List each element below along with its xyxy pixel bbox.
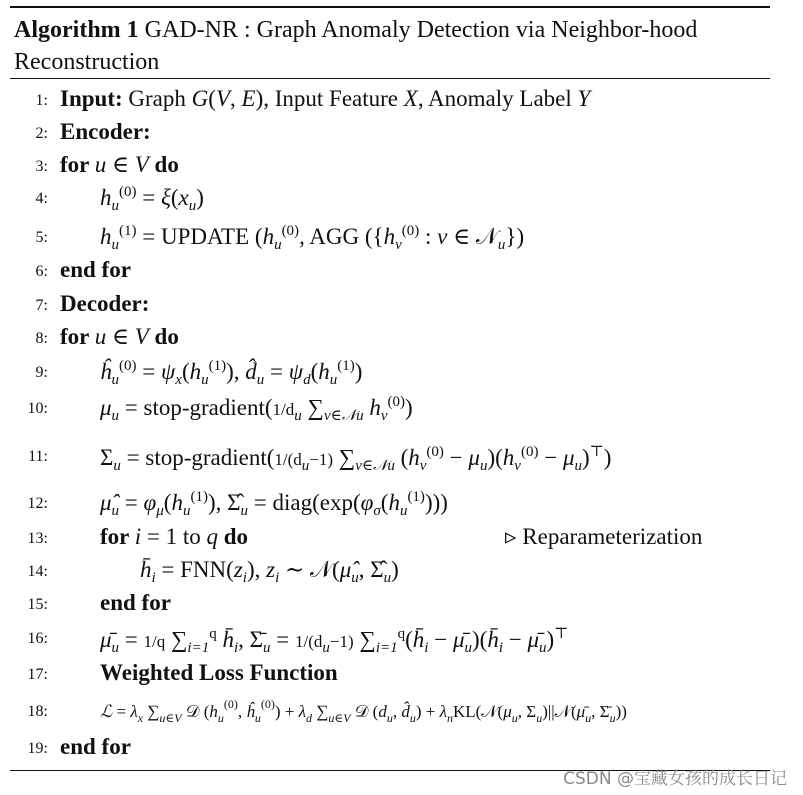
- math-segment: −: [538, 445, 563, 470]
- math-segment: 1/(d: [295, 632, 323, 651]
- math-segment: ⊤: [589, 444, 604, 460]
- math-segment: v: [380, 408, 388, 424]
- math-segment: ): [603, 445, 612, 470]
- math-segment: h: [209, 702, 218, 721]
- math-segment: KL(𝒩(: [452, 702, 504, 721]
- line-content: [60, 86, 590, 112]
- math-segment: h: [383, 224, 396, 249]
- math-segment: , AGG ({: [299, 224, 384, 249]
- line-number: 19:: [27, 740, 48, 757]
- math-segment: (1): [208, 358, 227, 374]
- math-segment: u: [111, 503, 120, 519]
- math-segment: (: [405, 627, 413, 652]
- math-segment: ∑: [312, 702, 329, 721]
- line-content: [60, 152, 179, 178]
- math-segment: u: [329, 372, 338, 388]
- math-segment: V: [215, 86, 230, 111]
- math-segment: , Σ̂: [358, 557, 384, 582]
- math-segment: μ̄: [576, 702, 586, 721]
- math-segment: i: [498, 640, 503, 656]
- math-segment: Decoder:: [60, 291, 150, 316]
- math-segment: Graph: [122, 86, 192, 111]
- math-segment: ) +: [415, 702, 440, 721]
- math-segment: ,: [392, 702, 402, 721]
- math-segment: end for: [60, 257, 131, 282]
- math-segment: = stop-gradient(: [120, 445, 275, 470]
- math-segment: (0): [520, 444, 539, 460]
- line-content: [100, 394, 413, 425]
- math-segment: i=1: [375, 640, 398, 656]
- math-segment: μ̄: [100, 627, 112, 652]
- math-segment: u: [464, 640, 472, 656]
- math-segment: (1): [407, 489, 425, 505]
- math-segment: μ̄: [452, 627, 465, 652]
- math-segment: ∈: [106, 324, 135, 349]
- math-segment: i=1: [187, 640, 210, 656]
- math-segment: ): [405, 395, 413, 420]
- math-segment: u: [301, 458, 310, 474]
- math-segment: φ: [143, 490, 157, 515]
- math-segment: u: [94, 324, 107, 349]
- math-segment: do: [148, 152, 179, 177]
- math-segment: for: [100, 524, 135, 549]
- math-segment: h: [171, 490, 183, 515]
- math-segment: v∈𝒩u: [355, 458, 395, 474]
- math-segment: −1): [329, 632, 354, 651]
- line-content: [100, 442, 611, 475]
- line-content: [100, 358, 362, 389]
- math-segment: h: [502, 445, 515, 470]
- math-segment: u: [256, 372, 265, 388]
- math-segment: h: [189, 359, 202, 384]
- line-number: 9:: [35, 364, 48, 381]
- math-segment: for: [60, 324, 95, 349]
- math-segment: i: [275, 570, 280, 586]
- math-segment: h: [408, 445, 420, 470]
- line-content: [100, 697, 627, 726]
- math-segment: i: [134, 524, 142, 549]
- math-segment: u: [539, 640, 547, 656]
- math-segment: (0): [426, 444, 444, 460]
- math-segment: end for: [60, 734, 131, 759]
- line-content: [100, 624, 568, 657]
- algorithm-title-text: GAD-NR : Graph Anomaly Detection via Neighbor-hood Reconstruction: [14, 17, 698, 75]
- math-segment: Input:: [60, 86, 123, 111]
- math-segment: u: [585, 711, 592, 725]
- line-number: 5:: [35, 229, 48, 246]
- math-segment: v: [419, 458, 427, 474]
- line-number: 6:: [35, 263, 48, 280]
- math-segment: u∈V: [159, 711, 182, 725]
- top-rule: [10, 6, 770, 8]
- math-segment: = 1 to: [141, 524, 207, 549]
- math-segment: (: [310, 359, 319, 384]
- math-segment: =: [264, 359, 289, 384]
- math-segment: (0): [387, 394, 405, 410]
- math-segment: d: [378, 702, 387, 721]
- math-segment: = FNN(: [155, 557, 234, 582]
- math-segment: d: [306, 711, 312, 725]
- math-segment: u: [217, 711, 224, 725]
- math-segment: =: [136, 359, 161, 384]
- math-segment: u: [111, 198, 119, 214]
- math-segment: Y: [577, 86, 591, 111]
- math-segment: μ: [562, 445, 575, 470]
- math-segment: λ: [298, 702, 306, 721]
- math-segment: u: [497, 237, 506, 253]
- math-segment: u: [399, 503, 408, 519]
- math-segment: ψ: [160, 359, 176, 384]
- watermark: CSDN @宝藏女孩的成长日记: [563, 769, 787, 789]
- math-segment: Weighted Loss Function: [100, 660, 338, 685]
- math-segment: (: [163, 490, 172, 515]
- math-segment: (: [380, 490, 389, 515]
- math-segment: u: [351, 570, 359, 586]
- math-segment: q: [206, 524, 218, 549]
- math-segment: v: [514, 458, 521, 474]
- line-content: [140, 557, 399, 587]
- math-segment: (: [181, 359, 190, 384]
- math-segment: u: [322, 640, 330, 656]
- math-segment: ∑: [165, 627, 188, 652]
- math-segment: 1/(d: [274, 450, 302, 469]
- math-segment: i: [233, 640, 239, 656]
- math-segment: ξ: [160, 185, 171, 210]
- line-number: 14:: [27, 563, 48, 580]
- math-segment: 1/d: [272, 400, 295, 419]
- line-content: [60, 119, 151, 145]
- line-number: 11:: [28, 448, 48, 465]
- math-segment: d̂: [245, 359, 257, 384]
- line-number: 18:: [27, 703, 48, 720]
- math-segment: σ: [373, 503, 381, 519]
- line-number: 17:: [27, 666, 48, 683]
- math-segment: (: [394, 445, 409, 470]
- math-segment: ) +: [274, 702, 299, 721]
- math-segment: 1/q: [143, 632, 166, 651]
- math-segment: )(: [487, 445, 503, 470]
- title-rule: [10, 78, 770, 79]
- math-segment: u: [479, 458, 488, 474]
- math-segment: u: [254, 711, 261, 725]
- math-segment: (: [208, 86, 216, 111]
- math-segment: )): [615, 702, 627, 721]
- math-segment: (1): [119, 223, 137, 239]
- line-content: [60, 291, 149, 317]
- math-segment: )(: [471, 627, 488, 652]
- line-number: 7:: [35, 297, 48, 314]
- math-segment: ),: [246, 557, 267, 582]
- line-content: [60, 734, 131, 760]
- math-segment: −1): [309, 450, 334, 469]
- math-segment: u: [111, 237, 119, 253]
- math-segment: = UPDATE (: [136, 224, 263, 249]
- math-segment: μ: [156, 503, 164, 519]
- math-segment: q: [209, 626, 217, 642]
- math-segment: )||𝒩(: [542, 702, 577, 721]
- math-segment: u: [113, 458, 121, 474]
- math-segment: q: [397, 626, 406, 642]
- math-segment: (: [170, 185, 179, 210]
- math-segment: u: [536, 711, 543, 725]
- line-number: 4:: [35, 190, 48, 207]
- math-segment: μ̂: [100, 490, 112, 515]
- math-segment: =: [119, 490, 144, 515]
- math-segment: u: [274, 237, 282, 253]
- math-segment: u: [294, 408, 302, 424]
- math-segment: h̄: [140, 557, 152, 582]
- line-number: 13:: [27, 530, 48, 547]
- line-content: [100, 184, 204, 215]
- math-segment: (0): [281, 223, 300, 239]
- math-segment: V: [134, 324, 149, 349]
- line-number: 16:: [27, 630, 48, 647]
- math-segment: x: [178, 185, 189, 210]
- line-content: [100, 524, 248, 550]
- math-segment: u: [201, 372, 209, 388]
- math-segment: ∑: [143, 702, 160, 721]
- line-content: [100, 489, 448, 520]
- math-segment: = diag(exp(: [248, 490, 361, 515]
- math-segment: E: [241, 86, 256, 111]
- math-segment: =: [119, 627, 144, 652]
- math-segment: z: [233, 557, 243, 582]
- math-segment: ,: [237, 702, 247, 721]
- math-segment: , Anomaly Label: [417, 86, 578, 111]
- math-segment: i: [424, 640, 429, 656]
- math-segment: :: [419, 224, 438, 249]
- math-segment: n: [446, 711, 453, 725]
- math-segment: (0): [260, 697, 275, 711]
- math-segment: = stop-gradient(: [119, 395, 273, 420]
- math-segment: X: [403, 86, 418, 111]
- math-segment: u: [188, 198, 197, 214]
- algorithm-label: Algorithm 1: [14, 17, 139, 43]
- line-content: [60, 257, 131, 283]
- math-segment: (1): [190, 489, 208, 505]
- line-number: 3:: [35, 158, 48, 175]
- math-segment: G: [191, 86, 209, 111]
- math-segment: =: [270, 627, 296, 652]
- line-number: 1:: [35, 92, 48, 109]
- math-segment: (0): [401, 223, 420, 239]
- math-segment: ∑: [333, 445, 356, 470]
- math-segment: h: [318, 359, 330, 384]
- math-segment: u: [240, 503, 249, 519]
- math-segment: u: [383, 570, 392, 586]
- math-segment: Encoder:: [60, 119, 151, 144]
- line-number: 8:: [35, 330, 48, 347]
- math-segment: ): [581, 445, 590, 470]
- math-segment: ∼ 𝒩(: [279, 557, 340, 582]
- line-number: 15:: [27, 596, 48, 613]
- math-segment: 𝒟 (: [350, 702, 379, 721]
- math-segment: μ: [100, 395, 112, 420]
- math-segment: d: [303, 372, 311, 388]
- math-segment: do: [217, 524, 249, 549]
- line-number: 2:: [35, 125, 48, 142]
- math-segment: (0): [119, 358, 137, 374]
- line-content: [100, 223, 524, 254]
- math-segment: =: [112, 702, 131, 721]
- math-segment: , Σ: [517, 702, 537, 721]
- math-segment: ĥ: [246, 702, 255, 721]
- math-segment: V: [134, 152, 149, 177]
- math-segment: ), Σ̂: [207, 490, 241, 515]
- math-segment: ): [196, 185, 204, 210]
- math-segment: φ: [360, 490, 374, 515]
- math-segment: ∈: [106, 152, 135, 177]
- math-segment: h: [262, 224, 275, 249]
- math-segment: h̄: [222, 627, 234, 652]
- math-segment: v∈𝒩u: [323, 408, 364, 424]
- math-segment: i: [151, 570, 156, 586]
- math-segment: h: [100, 224, 112, 249]
- math-segment: λ: [439, 702, 447, 721]
- math-segment: x: [175, 372, 182, 388]
- math-segment: ))): [424, 490, 448, 515]
- math-segment: z: [266, 557, 276, 582]
- algorithm-title: [14, 14, 774, 78]
- math-segment: ∑: [353, 627, 376, 652]
- line-number: 12:: [27, 495, 48, 512]
- math-segment: (1): [337, 358, 355, 374]
- math-segment: u: [511, 711, 518, 725]
- math-segment: for: [60, 152, 95, 177]
- math-segment: −: [443, 445, 469, 470]
- math-segment: end for: [100, 590, 171, 615]
- line-content: [60, 324, 179, 350]
- line-comment: ▹ Reparameterization: [505, 524, 703, 549]
- math-segment: μ̄: [527, 627, 540, 652]
- math-segment: ), Input Feature: [255, 86, 404, 111]
- math-segment: −: [428, 627, 453, 652]
- math-segment: ∈ 𝒩: [447, 224, 498, 249]
- math-segment: do: [148, 324, 179, 349]
- math-segment: ℒ: [100, 702, 113, 721]
- math-segment: d̂: [401, 702, 410, 721]
- math-segment: }): [505, 224, 525, 249]
- math-segment: ): [354, 359, 363, 384]
- math-segment: h: [388, 490, 400, 515]
- math-segment: μ̂: [339, 557, 352, 582]
- math-segment: =: [136, 185, 161, 210]
- math-segment: ĥ: [100, 359, 112, 384]
- math-segment: u: [263, 640, 271, 656]
- math-segment: u: [409, 711, 416, 725]
- math-segment: h̄: [412, 627, 425, 652]
- math-segment: u: [94, 152, 107, 177]
- math-segment: Σ: [100, 445, 114, 470]
- math-segment: (0): [223, 697, 238, 711]
- math-segment: ,: [230, 86, 242, 111]
- math-segment: u: [111, 408, 120, 424]
- math-segment: 𝒟 (: [181, 702, 210, 721]
- math-segment: h̄: [487, 627, 499, 652]
- math-segment: (0): [119, 184, 137, 200]
- math-segment: u: [609, 711, 616, 725]
- math-segment: −: [502, 627, 528, 652]
- math-segment: ψ: [288, 359, 304, 384]
- math-segment: u: [111, 640, 120, 656]
- math-segment: λ: [130, 702, 138, 721]
- math-segment: , Σ̄: [591, 702, 610, 721]
- math-segment: u: [574, 458, 582, 474]
- math-segment: μ: [503, 702, 512, 721]
- math-segment: u: [386, 711, 393, 725]
- line-number: 10:: [27, 400, 48, 417]
- math-segment: h: [369, 395, 381, 420]
- line-content: [100, 590, 171, 616]
- math-segment: ): [546, 627, 555, 652]
- math-segment: v: [437, 224, 448, 249]
- math-segment: v: [395, 237, 402, 253]
- math-segment: u∈V: [328, 711, 351, 725]
- math-segment: h: [100, 185, 112, 210]
- math-segment: ): [391, 557, 399, 582]
- math-segment: u: [182, 503, 191, 519]
- math-segment: μ: [468, 445, 480, 470]
- math-segment: x: [137, 711, 144, 725]
- math-segment: ⊤: [554, 626, 569, 642]
- math-segment: , Σ̄: [238, 627, 264, 652]
- math-segment: i: [242, 570, 247, 586]
- math-segment: ∑: [301, 395, 324, 420]
- math-segment: ),: [226, 359, 246, 384]
- math-segment: u: [111, 372, 119, 388]
- line-content: [100, 660, 338, 686]
